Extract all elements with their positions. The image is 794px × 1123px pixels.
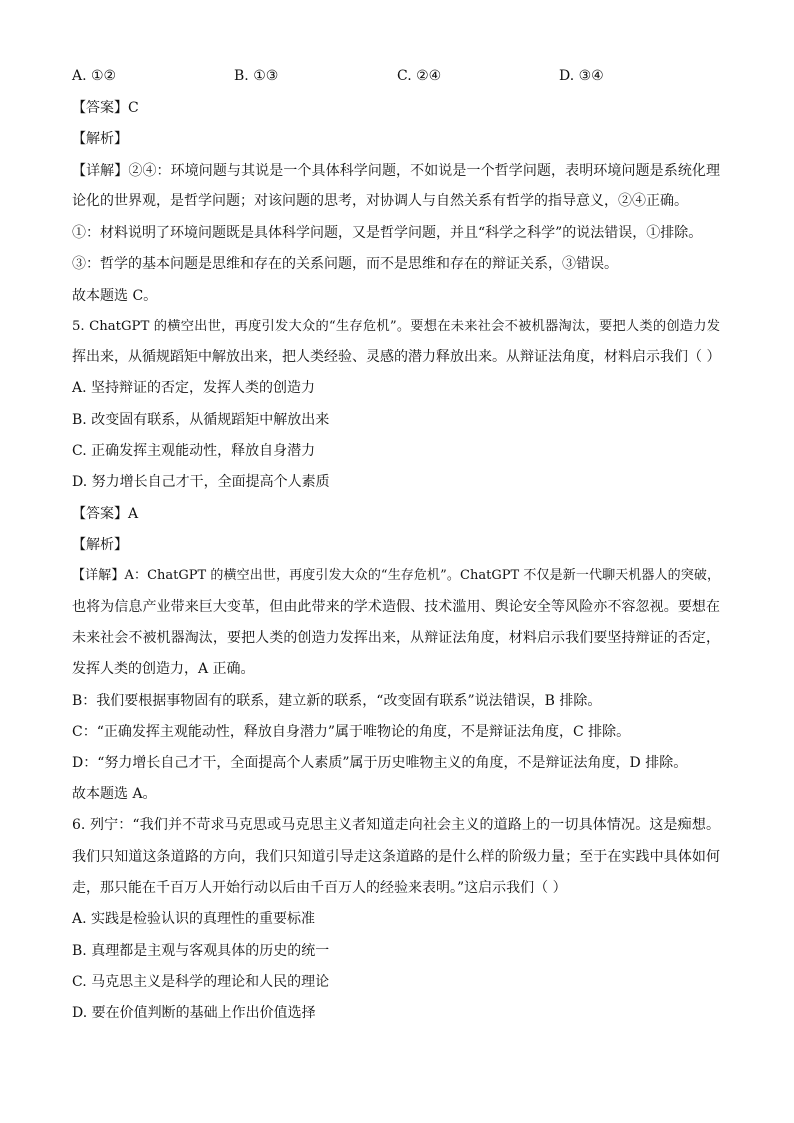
q5-stem-line: 5. ChatGPT 的横空出世，再度引发大众的“生存危机”。要想在未来社会不被机器淘汰，要把人类的创造力发 [72, 319, 720, 334]
q4-option-c: C. ②④ [397, 68, 442, 84]
q4-option-b: B. ①③ [234, 68, 279, 84]
q5-detail-line: 也将为信息产业带来巨大变革，但由此带来的学术造假、技术滥用、舆论安全等风险亦不容忽视。要想在 [72, 599, 720, 615]
q4-analysis-label: 【解析】 [72, 131, 128, 147]
q6-option-a: A. 实践是检验认识的真理性的重要标准 [72, 911, 316, 927]
q4-conclusion: 故本题选 C。 [72, 288, 158, 304]
q5-detail-line: B：我们要根据事物固有的联系，建立新的联系，“改变固有联系”说法错误，B 排除。 [72, 693, 602, 709]
q6-option-c: C. 马克思主义是科学的理论和人民的理论 [72, 974, 330, 990]
q5-analysis-label: 【解析】 [72, 537, 128, 553]
q4-detail-line: ①：材料说明了环境问题既是具体科学问题，又是哲学问题，并且“科学之科学”的说法错误，①排除。 [72, 225, 703, 241]
q5-option-d: D. 努力增长自己才干，全面提高个人素质 [72, 474, 330, 490]
q5-option-c: C. 正确发挥主观能动性，释放自身潜力 [72, 443, 316, 459]
q4-detail-line: 【详解】②④：环境问题与其说是一个具体科学问题，不如说是一个哲学问题，表明环境问题是系统化理 [72, 163, 720, 179]
q4-detail-line: ③：哲学的基本问题是思维和存在的关系问题，而不是思维和存在的辩证关系，③错误。 [72, 256, 618, 272]
q5-detail-line: 【详解】A：ChatGPT 的横空出世，再度引发大众的“生存危机”。ChatGPT 不仅是新一代聊天机器人的突破， [72, 568, 720, 583]
q5-detail-line: C：“正确发挥主观能动性，释放自身潜力”属于唯物论的角度，不是辩证法角度，C 排除。 [72, 724, 631, 740]
q5-answer: 【答案】A [72, 506, 139, 522]
q5-option-a: A. 坚持辩证的否定，发挥人类的创造力 [72, 380, 316, 396]
q5-detail-line: D：“努力增长自己才干，全面提高个人素质”属于历史唯物主义的角度，不是辩证法角度，D 排除。 [72, 755, 688, 771]
q6-stem-line: 我们只知道这条道路的方向，我们只知道引导走这条道路的是什么样的阶级力量；至于在实践中具体如何 [72, 849, 720, 865]
q4-answer: 【答案】C [72, 100, 139, 116]
q4-option-a: A. ①② [72, 68, 117, 84]
q6-option-b: B. 真理都是主观与客观具体的历史的统一 [72, 943, 330, 959]
q4-detail-line: 论化的世界观，是哲学问题；对该问题的思考，对协调人与自然关系有哲学的指导意义，②④正确。 [72, 193, 688, 209]
q5-stem-line: 挥出来，从循规蹈矩中解放出来，把人类经验、灵感的潜力释放出来。从辩证法角度，材料启示我们（ ） [72, 349, 721, 365]
q6-option-d: D. 要在价值判断的基础上作出价值选择 [72, 1005, 316, 1021]
q6-stem-line: 走，那只能在千百万人开始行动以后由千百万人的经验来表明。”这启示我们（ ） [72, 880, 567, 896]
q4-option-d: D. ③④ [559, 68, 604, 84]
q5-detail-line: 未来社会不被机器淘汰，要把人类的创造力发挥出来，从辩证法角度，材料启示我们要坚持辩证的否定， [72, 630, 720, 646]
q5-detail-line: 发挥人类的创造力，A 正确。 [72, 661, 255, 677]
q6-stem-line: 6. 列宁：“我们并不苛求马克思或马克思主义者知道走向社会主义的道路上的一切具体情况。这是痴想。 [72, 817, 720, 833]
q5-option-b: B. 改变固有联系，从循规蹈矩中解放出来 [72, 412, 330, 428]
q5-conclusion: 故本题选 A。 [72, 786, 157, 802]
